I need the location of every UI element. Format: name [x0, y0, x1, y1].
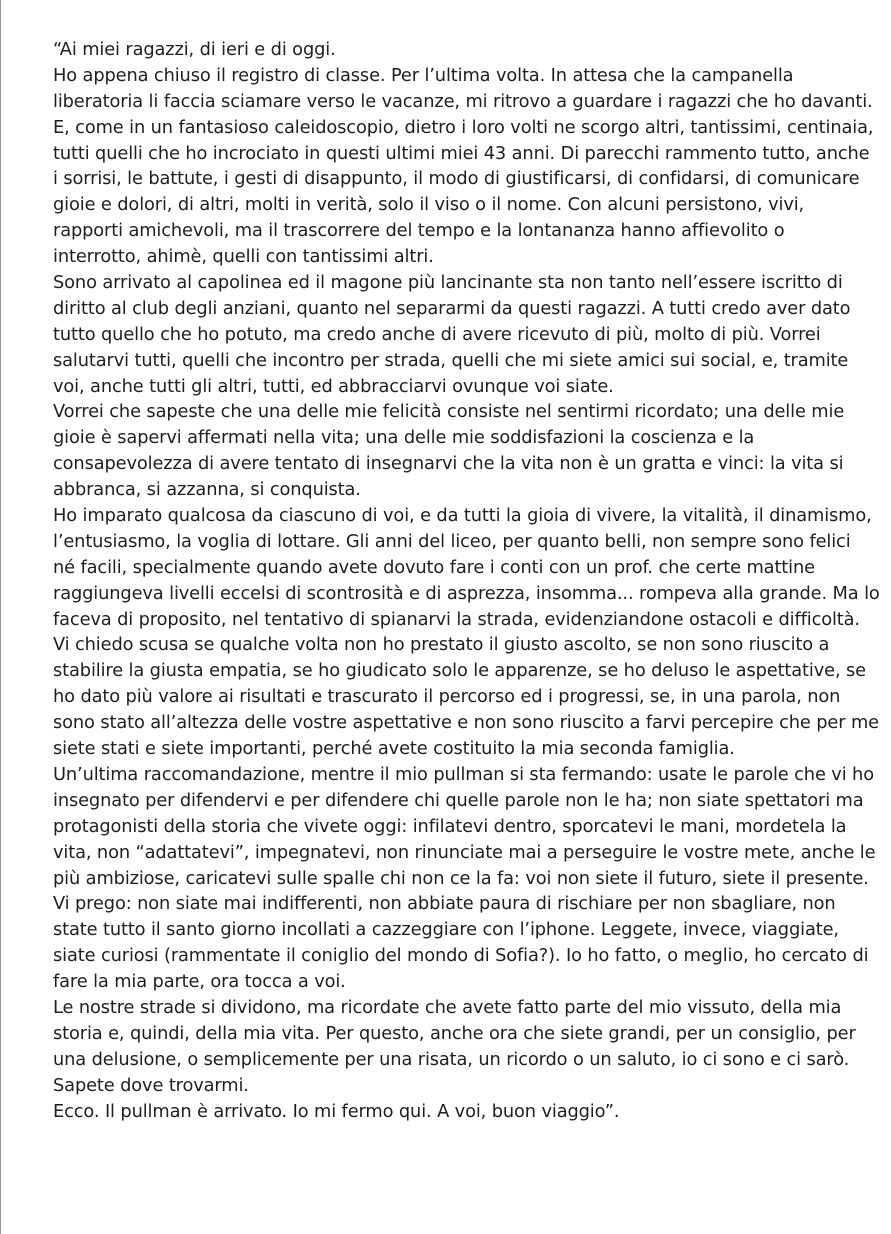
text-line: Un’ultima raccomandazione, mentre il mio pullman si sta fermando: usate le parole che vi ho — [53, 763, 874, 785]
text-line: fare la mia parte, ora tocca a voi. — [53, 971, 346, 993]
text-line: stabilire la giusta empatia, se ho giudicato solo le apparenze, se ho deluso le aspettative, se — [53, 660, 866, 682]
text-line: Vorrei che sapeste che una delle mie felicità consiste nel sentirmi ricordato; una delle mie — [53, 401, 845, 423]
text-line: l’entusiasmo, la voglia di lottare. Gli anni del liceo, per quanto belli, non sempre sono felici — [53, 530, 851, 552]
text-line: Sono arrivato al capolinea ed il magone più lancinante sta non tanto nell’essere iscritto di — [53, 272, 843, 294]
text-line: Ho appena chiuso il registro di classe. Per l’ultima volta. In attesa che la campanella — [53, 64, 794, 86]
text-line: sono stato all’altezza delle vostre aspettative e non sono riuscito a farvi percepire che per me — [53, 712, 879, 734]
text-line: Sapete dove trovarmi. — [53, 1074, 249, 1096]
text-line: liberatoria li faccia sciamare verso le vacanze, mi ritrovo a guardare i ragazzi che ho davanti. — [53, 90, 873, 112]
text-line: Le nostre strade si dividono, ma ricordate che avete fatto parte del mio vissuto, della mia — [53, 996, 842, 1018]
text-line: gioie è sapervi affermati nella vita; una delle mie soddisfazioni la coscienza e la — [53, 427, 755, 449]
text-line: una delusione, o semplicemente per una risata, un ricordo o un saluto, io ci sono e ci sarò. — [53, 1048, 850, 1070]
text-line: “Ai miei ragazzi, di ieri e di oggi. — [53, 39, 336, 60]
text-line: tutto quello che ho potuto, ma credo anche di avere ricevuto di più, molto di più. Vorrei — [53, 323, 821, 345]
text-line: né facili, specialmente quando avete dovuto fare i conti con un prof. che certe mattine — [53, 556, 815, 578]
text-line: raggiungeva livelli eccelsi di scontrosità e di asprezza, insomma... rompeva alla grande. Ma lo — [53, 582, 880, 604]
text-line: Vi prego: non siate mai indifferenti, non abbiate paura di rischiare per non sbagliare, non — [53, 893, 836, 915]
text-line: protagonisti della storia che vivete oggi: infilatevi dentro, sporcatevi le mani, mordetela la — [53, 815, 847, 837]
text-line: consapevolezza di avere tentato di insegnarvi che la vita non è un gratta e vinci: la vita si — [53, 453, 844, 475]
text-line: siate curiosi (rammentate il coniglio del mondo di Sofia?). Io ho fatto, o meglio, ho cercato di — [53, 945, 869, 967]
text-line: Vi chiedo scusa se qualche volta non ho prestato il giusto ascolto, se non sono riuscito a — [53, 634, 830, 656]
text-line: tutti quelli che ho incrociato in questi ultimi miei 43 anni. Di parecchi rammento tutto, anche — [53, 142, 870, 164]
text-line: gioie e dolori, di altri, molti in verità, solo il viso o il nome. Con alcuni persistono, vivi, — [53, 194, 805, 216]
text-line: ho dato più valore ai risultati e trascurato il percorso ed i progressi, se, in una parola, non — [53, 686, 841, 708]
text-line: salutarvi tutti, quelli che incontro per strada, quelli che mi siete amici sui social, e, tramite — [53, 349, 849, 371]
text-line: E, come in un fantasioso caleidoscopio, dietro i loro volti ne scorgo altri, tantissimi, centinaia, — [53, 116, 874, 138]
text-line: Ecco. Il pullman è arrivato. Io mi fermo qui. A voi, buon viaggio”. — [53, 1100, 620, 1122]
text-line: insegnato per difendervi e per difendere chi quelle parole non le ha; non siate spettatori ma — [53, 789, 864, 811]
text-line: vita, non “adattatevi”, impegnatevi, non rinunciate mai a perseguire le vostre mete, anche le — [53, 841, 876, 863]
text-line: diritto al club degli anziani, quanto nel separarmi da questi ragazzi. A tutti credo aver dato — [53, 297, 851, 319]
text-line: storia e, quindi, della mia vita. Per questo, anche ora che siete grandi, per un consiglio, per — [53, 1022, 856, 1044]
text-line: siete stati e siete importanti, perché avete costituito la mia seconda famiglia. — [53, 738, 735, 760]
text-line: rapporti amichevoli, ma il trascorrere del tempo e la lontananza hanno affievolito o — [53, 220, 785, 242]
text-line: più ambiziose, caricatevi sulle spalle chi non ce la fa: voi non siete il futuro, siete il presente. — [53, 867, 869, 889]
text-line: i sorrisi, le battute, i gesti di disappunto, il modo di giustificarsi, di confidarsi, di comunicare — [53, 168, 860, 190]
text-line: voi, anche tutti gli altri, tutti, ed abbracciarvi ovunque voi siate. — [53, 375, 614, 397]
letter-text — [53, 37, 891, 1124]
text-line: faceva di proposito, nel tentativo di spianarvi la strada, evidenziandone ostacoli e difficoltà. — [53, 608, 860, 630]
text-line: abbranca, si azzanna, si conquista. — [53, 479, 361, 501]
text-line: Ho imparato qualcosa da ciascuno di voi, e da tutti la gioia di vivere, la vitalità, il dinamismo, — [53, 505, 872, 527]
text-line: interrotto, ahimè, quelli con tantissimi altri. — [53, 246, 434, 268]
text-line: state tutto il santo giorno incollati a cazzeggiare con l’iphone. Leggete, invece, viaggiate, — [53, 919, 839, 941]
